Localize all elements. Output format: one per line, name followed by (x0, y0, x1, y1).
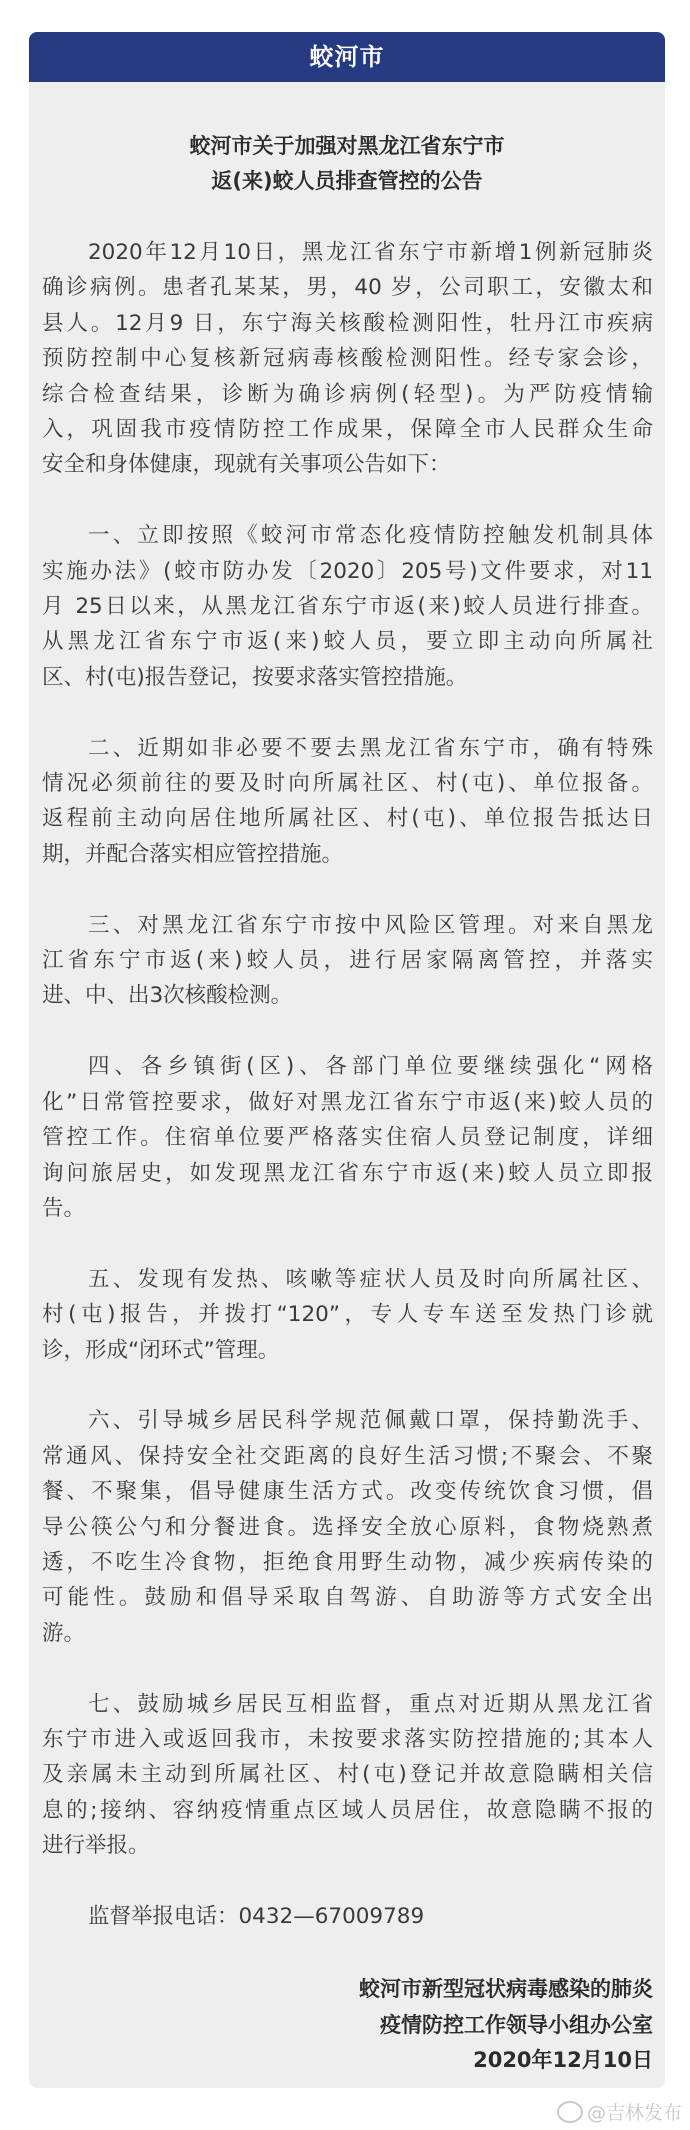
header-title: 蛟河市 (309, 43, 385, 71)
paragraph-line: 导公筷公勺和分餐进食。选择安全放心原料，食物烧熟煮 (42, 1514, 653, 1540)
paragraph-line: 实施办法》(蛟市防办发〔2020〕205号)文件要求，对11 (42, 558, 653, 584)
paragraph-line: 三、对黑龙江省东宁市按中风险区管理。对来自黑龙 (88, 912, 653, 938)
paragraph-line: 游。 (42, 1620, 86, 1646)
paragraph-line: 五、发现有发热、咳嗽等症状人员及时向所属社区、 (88, 1266, 653, 1292)
paragraph-line: 县人。12月9 日，东宁海关核酸检测阳性，牡丹江市疾病 (42, 310, 653, 336)
signature-org-line: 疫情防控工作领导小组办公室 (380, 2012, 653, 2037)
paragraph-line: 化”日常管控要求，做好对黑龙江省东宁市返(来)蛟人员的 (42, 1089, 653, 1115)
title-line: 返(来)蛟人员排查管控的公告 (211, 169, 483, 193)
notice-paragraph (42, 518, 653, 695)
paragraph-line: 二、近期如非必要不要去黑龙江省东宁市，确有特殊 (88, 735, 653, 761)
paragraph-line: 透，不吃生冷食物，拒绝食用野生动物，减少疾病传染的 (42, 1549, 653, 1575)
paragraph-line: 情况必须前往的要及时向所属社区、村(屯)、单位报备。 (42, 771, 653, 797)
paragraph-line: 息的;接纳、容纳疫情重点区域人员居住，故意隐瞒不报的 (42, 1797, 653, 1823)
paragraph-line: 2020年12月10日，黑龙江省东宁市新增1例新冠肺炎 (88, 240, 653, 265)
watermark-text: @吉林发布 (586, 2102, 682, 2124)
weibo-icon (557, 2101, 583, 2123)
paragraph-line: 确诊病例。患者孔某某，男，40 岁，公司职工，安徽太和 (42, 275, 653, 301)
notice-paragraph (42, 1262, 653, 1368)
paragraph-line: 进、中、出3次核酸检测。 (42, 983, 293, 1009)
paragraph-line: 餐、不聚集，倡导健康生活方式。改变传统饮食习惯，倡 (42, 1479, 653, 1505)
notice-paragraph (42, 1403, 653, 1651)
signature (359, 1972, 653, 2079)
paragraph-line: 可能性。鼓励和倡导采取自驾游、自助游等方式安全出 (42, 1585, 653, 1611)
paragraph-line: 区、村(屯)报告登记，按要求落实管控措施。 (42, 664, 468, 690)
paragraph-line: 常通风、保持安全社交距离的良好生活习惯;不聚会、不聚 (42, 1443, 653, 1469)
report-phone: 监督举报电话：0432—67009789 (88, 1903, 425, 1929)
paragraph-line: 月 25日以来，从黑龙江省东宁市返(来)蛟人员进行排查。 (42, 594, 653, 620)
paragraph-line: 一、立即按照《蛟河市常态化疫情防控触发机制具体 (88, 523, 653, 549)
paragraph-line: 诊，形成“闭环式”管理。 (42, 1337, 280, 1363)
paragraph-line: 安全和身体健康，现就有关事项公告如下： (42, 452, 451, 478)
paragraph-line: 管控工作。住宿单位要严格落实住宿人员登记制度，详细 (42, 1125, 653, 1151)
watermark (557, 2098, 682, 2125)
paragraph-line: 江省东宁市返(来)蛟人员，进行居家隔离管控，并落实 (42, 948, 653, 974)
notice-paragraph (42, 1687, 653, 1864)
paragraph-line: 及亲属未主动到所属社区、村(屯)登记并故意隐瞒相关信 (42, 1762, 653, 1788)
signature-org-line: 蛟河市新型冠状病毒感染的肺炎 (359, 1977, 653, 2001)
title-line: 蛟河市关于加强对黑龙江省东宁市 (189, 134, 505, 158)
paragraph-line: 预防控制中心复核新冠病毒核酸检测阳性。经专家会诊， (42, 346, 653, 372)
paragraph-line: 返程前主动向居住地所属社区、村(屯)、单位报告抵达日 (42, 806, 653, 832)
paragraph-line: 七、鼓励城乡居民互相监督，重点对近期从黑龙江省 (88, 1691, 653, 1717)
paragraph-line: 期，并配合落实相应管控措施。 (42, 841, 344, 867)
notice-paragraph (42, 1049, 653, 1226)
paragraph-line: 村(屯)报告，并拨打“120”，专人专车送至发热门诊就 (42, 1302, 653, 1328)
paragraph-line: 告。 (42, 1195, 86, 1221)
paragraph-line: 四、各乡镇街(区)、各部门单位要继续强化“网格 (88, 1054, 653, 1080)
paragraph-line: 从黑龙江省东宁市返(来)蛟人员，要立即主动向所属社 (42, 629, 653, 655)
paragraph-line: 入，巩固我市疫情防控工作成果，保障全市人民群众生命 (42, 417, 653, 443)
paragraph-line: 进行举报。 (42, 1833, 150, 1859)
notice-title (29, 129, 665, 199)
notice-body (42, 235, 653, 1934)
notice-card (29, 32, 665, 2088)
paragraph-line: 东宁市进入或返回我市，未按要求落实防控措施的;其本人 (42, 1726, 653, 1752)
signature-date: 2020年12月10日 (473, 2048, 653, 2072)
paragraph-line: 询问旅居史，如发现黑龙江省东宁市返(来)蛟人员立即报 (42, 1160, 653, 1186)
notice-paragraph (42, 908, 653, 1014)
paragraph-line: 综合检查结果，诊断为确诊病例(轻型)。为严防疫情输 (42, 381, 653, 407)
notice-paragraph (42, 235, 653, 483)
paragraph-line: 六、引导城乡居民科学规范佩戴口罩，保持勤洗手、 (88, 1408, 653, 1434)
notice-paragraph (42, 731, 653, 873)
header-bar (29, 32, 665, 82)
